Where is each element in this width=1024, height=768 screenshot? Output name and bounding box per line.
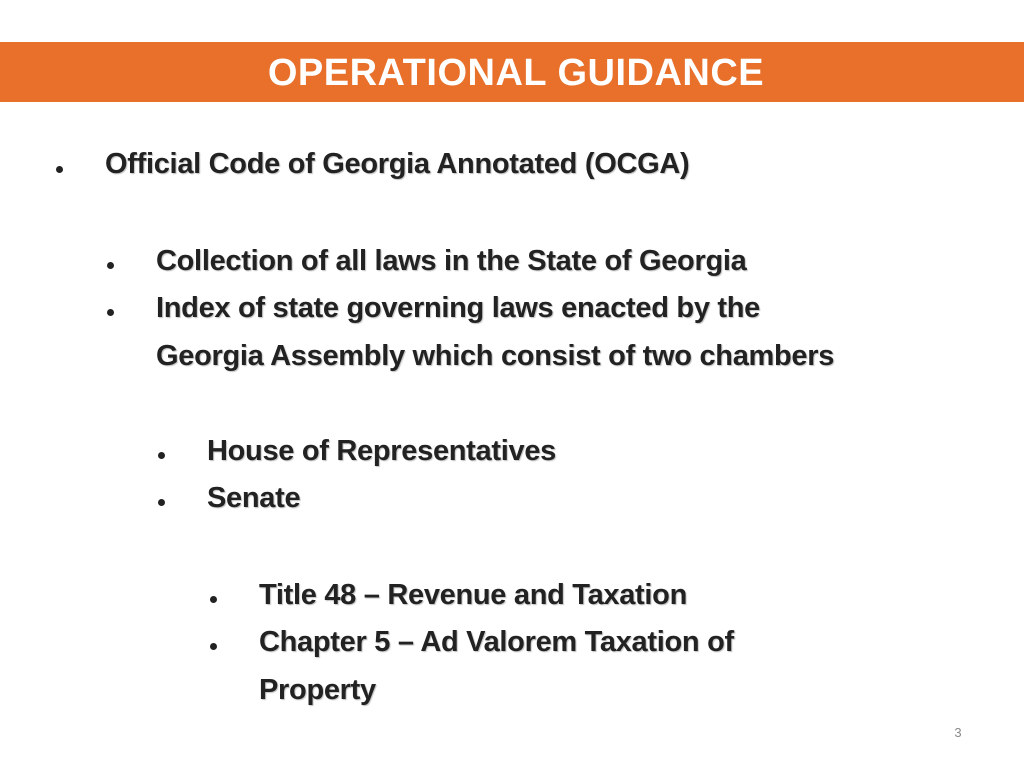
bullet-chapter-5: Chapter 5 – Ad Valorem Taxation of — [259, 626, 734, 658]
bullet-title-48: Title 48 – Revenue and Taxation — [259, 579, 687, 611]
bullet-icon — [210, 596, 217, 603]
title-bar — [0, 42, 1024, 102]
bullet-icon — [107, 309, 114, 316]
page-number: 3 — [954, 725, 962, 740]
bullet-house-of-representatives: House of Representatives — [207, 435, 556, 467]
bullet-collection-of-laws: Collection of all laws in the State of Georgia — [156, 245, 747, 277]
bullet-chapter-5-continued: Property — [259, 674, 376, 706]
bullet-icon — [158, 452, 165, 459]
bullet-index-of-laws: Index of state governing laws enacted by the — [156, 292, 760, 324]
bullet-icon — [158, 499, 165, 506]
bullet-icon — [56, 166, 63, 173]
bullet-ocga: Official Code of Georgia Annotated (OCGA) — [105, 148, 690, 180]
bullet-index-of-laws-continued: Georgia Assembly which consist of two chambers — [156, 340, 835, 372]
bullet-senate: Senate — [207, 482, 301, 514]
bullet-icon — [107, 262, 114, 269]
slide-title: OPERATIONAL GUIDANCE — [267, 52, 765, 94]
bullet-icon — [210, 643, 217, 650]
